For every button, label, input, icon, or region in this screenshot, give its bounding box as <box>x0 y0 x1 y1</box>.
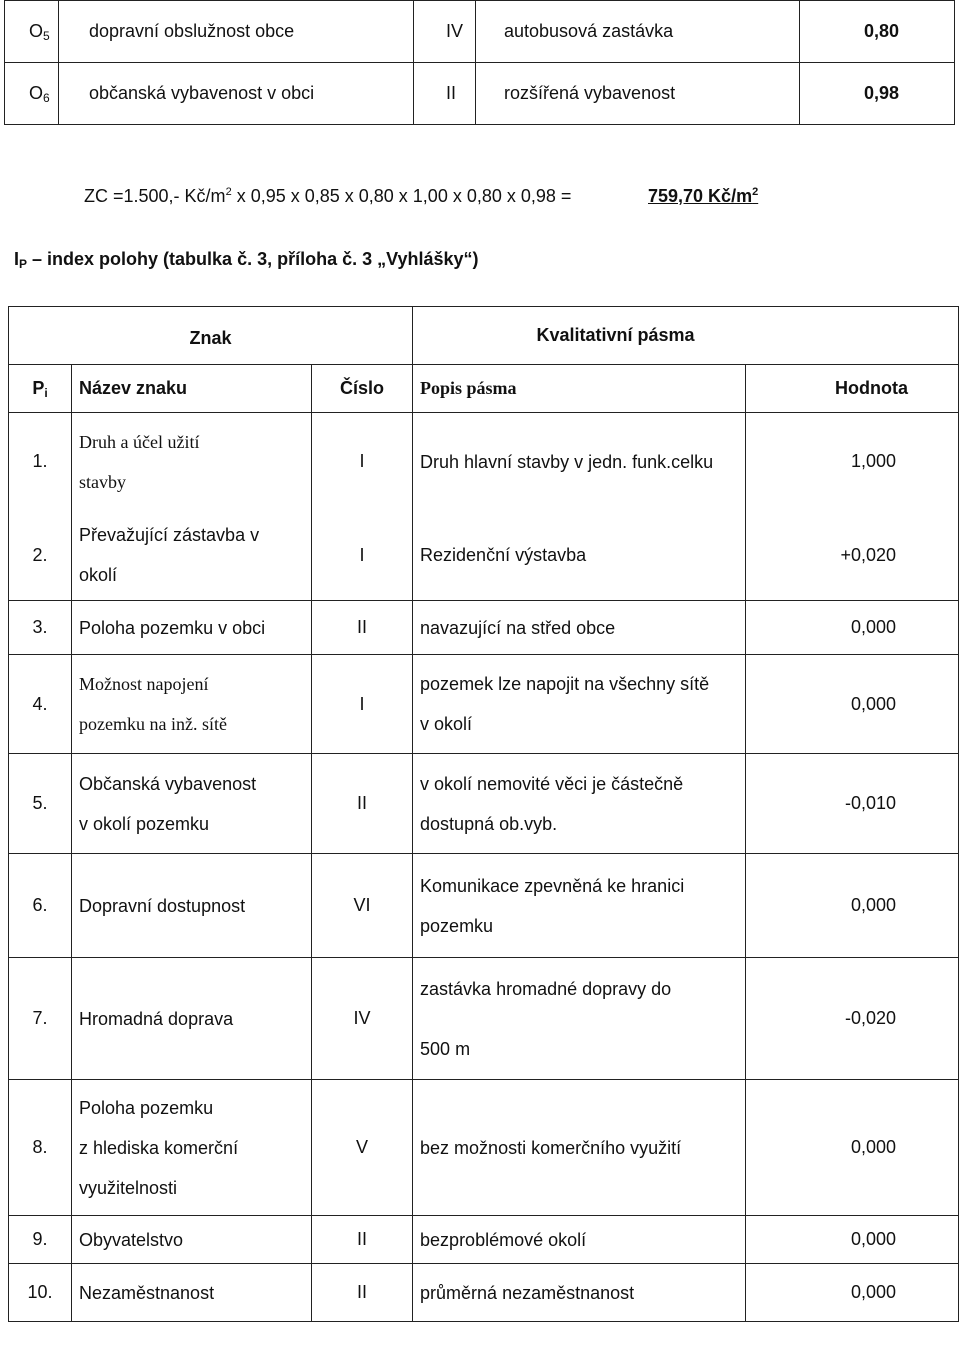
row-cislo: II <box>312 1264 413 1322</box>
znak-header: Znak <box>9 307 413 365</box>
group-header-row <box>9 307 959 365</box>
row-value: 0,000 <box>746 1080 959 1216</box>
row-number: 8. <box>9 1080 72 1216</box>
col-nazev: Název znaku <box>72 365 312 413</box>
table-row <box>5 63 955 125</box>
row-name: Nezaměstnanost <box>72 1264 312 1322</box>
col-pi: Pi <box>9 365 72 413</box>
row-value: 0,000 <box>746 1264 959 1322</box>
table-row <box>9 1080 959 1216</box>
row-cislo: I <box>312 511 413 601</box>
row-name: Možnost napojení pozemku na inž. sítě <box>72 655 312 754</box>
row-cislo: II <box>312 754 413 854</box>
row-popis: zastávka hromadné dopravy do 500 m <box>413 958 746 1080</box>
factor-grade: IV <box>414 1 476 63</box>
row-number: 9. <box>9 1216 72 1264</box>
section-heading: IP – index polohy (tabulka č. 3, příloha č. 3 „Vyhlášky“) <box>14 249 479 271</box>
factor-name: občanská vybavenost v obci <box>59 63 414 125</box>
row-value: 0,000 <box>746 854 959 958</box>
row-cislo: VI <box>312 854 413 958</box>
row-value: -0,010 <box>746 754 959 854</box>
row-name: Druh a účel užití stavby <box>72 413 312 511</box>
row-popis: bezproblémové okolí <box>413 1216 746 1264</box>
row-popis: průměrná nezaměstnanost <box>413 1264 746 1322</box>
factor-name: dopravní obslužnost obce <box>59 1 414 63</box>
price-formula: ZC =1.500,- $Kč/m^2$ x 0,95 x 0,85 x 0,80 x 1,00 x 0,80 x 0,98 = <box>84 186 572 206</box>
row-popis: bez možnosti komerčního využití <box>413 1080 746 1216</box>
row-number: 10. <box>9 1264 72 1322</box>
row-number: 3. <box>9 601 72 655</box>
column-header-row <box>9 365 959 413</box>
factor-value: 0,80 <box>800 1 955 63</box>
table-row <box>5 1 955 63</box>
row-number: 1. <box>9 413 72 511</box>
factor-value: 0,98 <box>800 63 955 125</box>
row-value: -0,020 <box>746 958 959 1080</box>
row-name: Poloha pozemku z hlediska komerční využitelnosti <box>72 1080 312 1216</box>
kvalita-header: Kvalitativní pásma <box>413 307 959 365</box>
row-number: 5. <box>9 754 72 854</box>
factor-description: autobusová zastávka <box>476 1 800 63</box>
col-hodnota: Hodnota <box>746 365 959 413</box>
row-popis: navazující na střed obce <box>413 601 746 655</box>
row-name: Obyvatelstvo <box>72 1216 312 1264</box>
row-value: 0,000 <box>746 601 959 655</box>
row-cislo: I <box>312 413 413 511</box>
row-number: 4. <box>9 655 72 754</box>
table-row <box>9 655 959 754</box>
table-row <box>9 854 959 958</box>
col-cislo: Číslo <box>312 365 413 413</box>
row-value: 1,000 <box>746 413 959 511</box>
row-cislo: IV <box>312 958 413 1080</box>
location-factors-table <box>4 0 955 125</box>
row-name: Občanská vybavenost v okolí pozemku <box>72 754 312 854</box>
table-row <box>9 1216 959 1264</box>
factor-code: $O_5$ <box>5 1 59 63</box>
table-row <box>9 413 959 511</box>
table-row <box>9 1264 959 1322</box>
row-number: 6. <box>9 854 72 958</box>
row-name: Hromadná doprava <box>72 958 312 1080</box>
row-name: Poloha pozemku v obci <box>72 601 312 655</box>
row-name: Dopravní dostupnost <box>72 854 312 958</box>
row-popis: Rezidenční výstavba <box>413 511 746 601</box>
row-cislo: V <box>312 1080 413 1216</box>
row-number: 2. <box>9 511 72 601</box>
table-row <box>9 601 959 655</box>
row-popis: Druh hlavní stavby v jedn. funk.celku <box>413 413 746 511</box>
location-index-table <box>8 306 959 1322</box>
factor-description: rozšířená vybavenost <box>476 63 800 125</box>
row-value: +0,020 <box>746 511 959 601</box>
price-result: 759,70 $Kč/m^2$ <box>648 186 759 206</box>
row-cislo: II <box>312 601 413 655</box>
row-number: 7. <box>9 958 72 1080</box>
row-popis: pozemek lze napojit na všechny sítě v okolí <box>413 655 746 754</box>
row-cislo: II <box>312 1216 413 1264</box>
row-popis: v okolí nemovité věci je částečně dostupná ob.vyb. <box>413 754 746 854</box>
col-popis: Popis pásma <box>413 365 746 413</box>
row-value: 0,000 <box>746 1216 959 1264</box>
row-popis: Komunikace zpevněná ke hranici pozemku <box>413 854 746 958</box>
table-row <box>9 754 959 854</box>
row-cislo: I <box>312 655 413 754</box>
factor-code: $O_6$ <box>5 63 59 125</box>
table-row <box>9 958 959 1080</box>
row-value: 0,000 <box>746 655 959 754</box>
factor-grade: II <box>414 63 476 125</box>
row-name: Převažující zástavba v okolí <box>72 511 312 601</box>
table-row <box>9 511 959 601</box>
